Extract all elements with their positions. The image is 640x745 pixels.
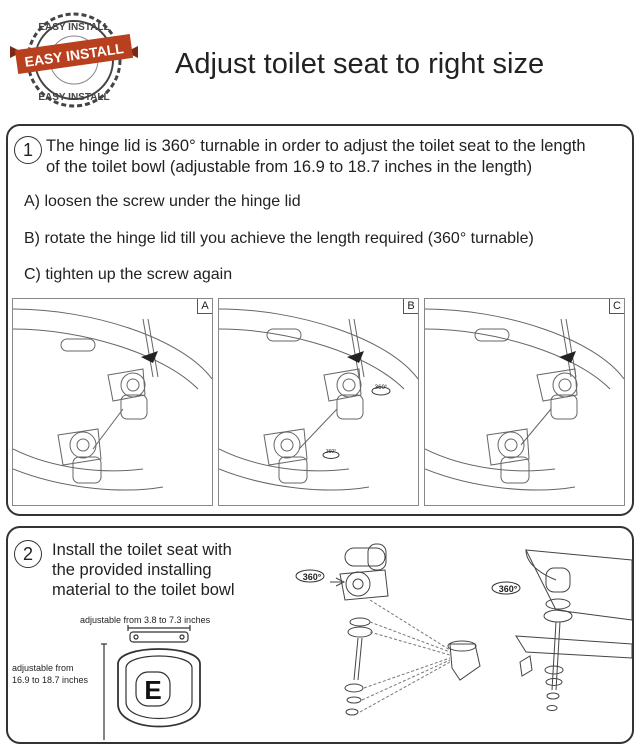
- seat-logo-letter: E: [144, 675, 162, 705]
- section1-number: 1: [14, 136, 42, 164]
- illustration-panel-c: [424, 298, 625, 506]
- rotate-tag-mounted: 360°: [498, 584, 518, 594]
- width-adjust-label: adjustable from 3.8 to 7.3 inches: [80, 615, 211, 625]
- panel-a-label: A: [197, 299, 212, 314]
- page-title: Adjust toilet seat to right size: [175, 48, 545, 80]
- hinge-assembly-diagram: [290, 540, 490, 730]
- section2-line3: material to the toilet bowl: [52, 581, 235, 599]
- section2-line1: Install the toilet seat with: [52, 541, 232, 559]
- badge-ribbon-text: EASY INSTALL: [23, 40, 125, 70]
- badge-bottom-text: EASY INSTALL: [38, 92, 110, 103]
- badge-top-text: EASY INSTALL: [38, 22, 110, 33]
- step-a-text: A) loosen the screw under the hinge lid: [24, 193, 301, 210]
- section1-line1: The hinge lid is 360° turnable in order to adjust the toilet seat to the length: [46, 137, 586, 155]
- hinge-illustration-b: [219, 299, 418, 505]
- illustration-panel-a: [12, 298, 213, 506]
- length-adjust-label-2: 16.9 to 18.7 inches: [12, 675, 89, 685]
- section1-line2: of the toilet bowl (adjustable from 16.9 to 18.7 inches in the length): [46, 158, 533, 176]
- panel-b-label: B: [403, 299, 418, 314]
- illustration-panel-b: [218, 298, 419, 506]
- section2-number: 2: [14, 540, 42, 568]
- length-adjust-label-1: adjustable from: [12, 663, 74, 673]
- panel-c-label: C: [609, 299, 624, 314]
- step-b-text: B) rotate the hinge lid till you achieve the length required (360° turnable): [24, 230, 534, 247]
- section2-line2: the provided installing: [52, 561, 212, 579]
- rotate-tag-assembly: 360°: [302, 572, 322, 582]
- rotate-tag-small: 360°: [325, 449, 337, 455]
- hinge-illustration-c: [425, 299, 624, 505]
- rotate-tag-large: 360°: [374, 385, 388, 391]
- toilet-seat-diagram: [100, 624, 210, 742]
- step-c-text: C) tighten up the screw again: [24, 266, 233, 283]
- easy-install-badge: [8, 10, 140, 110]
- hinge-mounted-diagram: [486, 540, 632, 720]
- hinge-illustration-a: [13, 299, 212, 505]
